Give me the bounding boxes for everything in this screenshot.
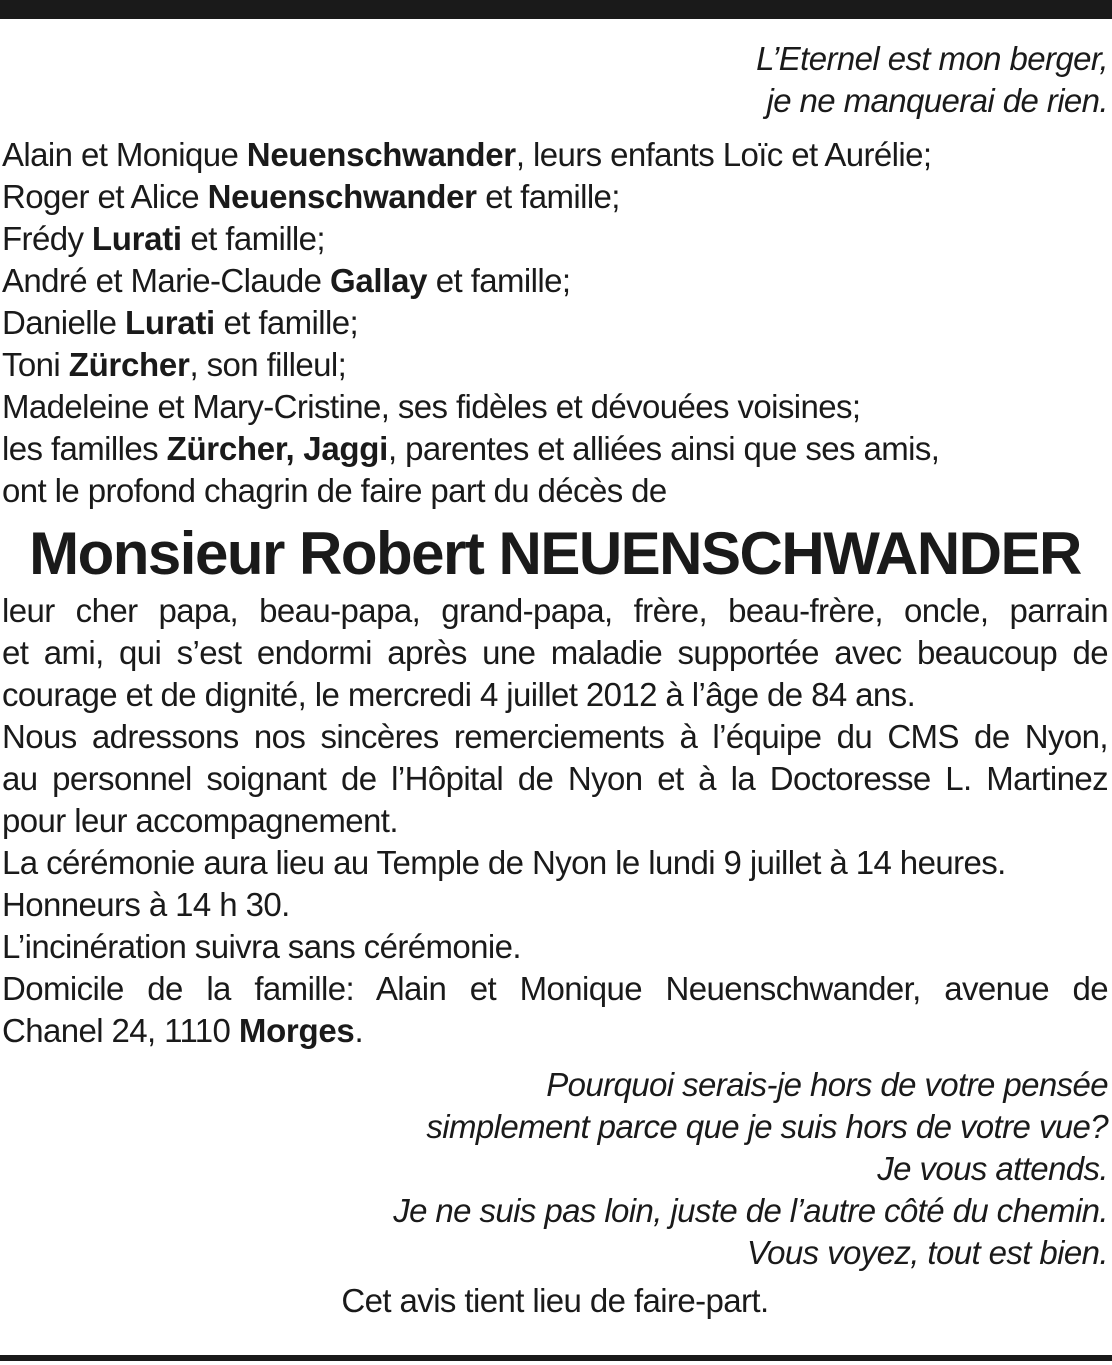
epigraph-line: L’Eternel est mon berger, [756,40,1108,77]
family-line: Madeleine et Mary-Cristine, ses fidèles et dévouées voisines; [2,388,861,425]
poem-line: Je vous attends. [877,1150,1108,1187]
deceased-name: Monsieur Robert NEUENSCHWANDER [29,520,1081,587]
family-line: Danielle Lurati et famille; [2,304,359,341]
body-line: L’incinération suivra sans cérémonie. [2,928,521,965]
address-line: Chanel 24, 1110 Morges. [2,1012,364,1049]
body-line: Honneurs à 14 h 30. [2,886,290,923]
body-line: courage et de dignité, le mercredi 4 juillet 2012 à l’âge de 84 ans. [2,676,916,713]
body-line: Nous adressons nos sincères remerciements à l’équipe du CMS de Nyon, [2,718,1108,755]
family-line: Frédy Lurati et famille; [2,220,325,257]
obituary-notice [2,38,1108,1322]
body-line: leur cher papa, beau-papa, grand-papa, frère, beau-frère, oncle, parrain [2,592,1108,629]
poem-line: Pourquoi serais-je hors de votre pensée [546,1066,1108,1103]
body-line: La cérémonie aura lieu au Temple de Nyon le lundi 9 juillet à 14 heures. [2,844,1006,881]
body-line: au personnel soignant de l’Hôpital de Nyon et à la Doctoresse L. Martinez [2,760,1108,797]
family-line: Roger et Alice Neuenschwander et famille; [2,178,620,215]
poem [2,1064,1108,1274]
body-line: pour leur accompagnement. [2,802,398,839]
poem-line: Vous voyez, tout est bien. [746,1234,1108,1271]
closing-note: Cet avis tient lieu de faire-part. [341,1282,769,1319]
family-line: André et Marie-Claude Gallay et famille; [2,262,571,299]
family-line: les familles Zürcher, Jaggi, parentes et alliées ainsi que ses amis, [2,430,940,467]
poem-line: Je ne suis pas loin, juste de l’autre côté du chemin. [393,1192,1108,1229]
epigraph [2,38,1108,122]
poem-line: simplement parce que je suis hors de votre vue? [426,1108,1108,1145]
bottom-border-rule [0,1355,1112,1361]
family-line: Toni Zürcher, son filleul; [2,346,347,383]
family-line: Alain et Monique Neuenschwander, leurs enfants Loïc et Aurélie; [2,136,932,173]
top-border-rule [0,0,1112,19]
notice-body [2,590,1108,1052]
family-line: ont le profond chagrin de faire part du décès de [2,472,667,509]
body-line: Domicile de la famille: Alain et Monique Neuenschwander, avenue de [2,970,1108,1007]
epigraph-line: je ne manquerai de rien. [766,82,1108,119]
family-list [2,134,1108,512]
body-line: et ami, qui s’est endormi après une maladie supportée avec beaucoup de [2,634,1108,671]
